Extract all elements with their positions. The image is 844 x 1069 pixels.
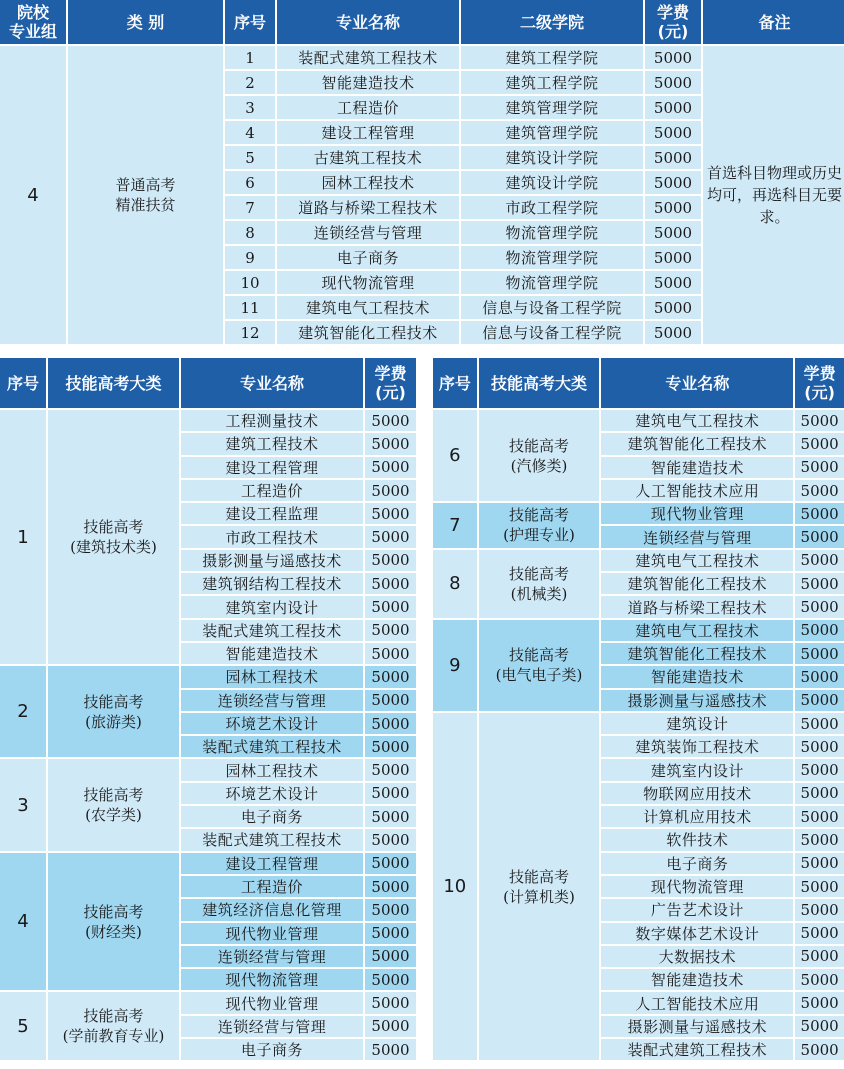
fee-value: 5000	[795, 853, 844, 874]
major-name: 建筑电气工程技术	[601, 620, 793, 641]
major-name: 摄影测量与遥感技术	[181, 550, 363, 571]
table-row	[0, 46, 844, 69]
major-name: 建筑室内设计	[181, 596, 363, 617]
major-name: 建筑工程技术	[181, 433, 363, 454]
row-number: 7	[225, 196, 275, 219]
fee-value: 5000	[365, 457, 416, 478]
top-admission-table	[0, 0, 844, 346]
fee-value: 5000	[365, 899, 416, 920]
major-name: 建筑设计	[601, 713, 793, 734]
skill-exam-table-left	[0, 356, 418, 1062]
major-name: 建筑智能化工程技术	[277, 321, 459, 344]
major-name: 建筑电气工程技术	[601, 410, 793, 431]
major-name: 工程造价	[181, 876, 363, 897]
major-name: 现代物业管理	[601, 503, 793, 524]
category-cell: 技能高考 (财经类)	[48, 853, 179, 991]
major-name: 智能建造技术	[601, 666, 793, 687]
fee-value: 5000	[365, 969, 416, 990]
college-name: 建筑工程学院	[461, 71, 643, 94]
fee-value: 5000	[645, 96, 701, 119]
group-number: 4	[0, 853, 46, 991]
college-name: 建筑设计学院	[461, 146, 643, 169]
fee-value: 5000	[645, 321, 701, 344]
major-name: 园林工程技术	[277, 171, 459, 194]
major-name: 装配式建筑工程技术	[181, 620, 363, 641]
header-group: 院校 专业组	[0, 0, 66, 44]
major-name: 园林工程技术	[181, 759, 363, 780]
category-cell: 技能高考 (汽修类)	[479, 410, 600, 501]
fee-value: 5000	[365, 526, 416, 547]
note-cell: 首选科目物理或历史均可，再选科目无要求。	[703, 46, 844, 344]
list-item	[0, 666, 416, 687]
fee-value: 5000	[795, 410, 844, 431]
list-item	[0, 992, 416, 1013]
list-item	[0, 410, 416, 431]
college-name: 建筑设计学院	[461, 171, 643, 194]
fee-value: 5000	[365, 666, 416, 687]
major-name: 连锁经营与管理	[277, 221, 459, 244]
group-number: 6	[433, 410, 477, 501]
major-name: 现代物流管理	[601, 876, 793, 897]
fee-value: 5000	[795, 666, 844, 687]
list-item	[0, 853, 416, 874]
category-cell: 技能高考 (计算机类)	[479, 713, 600, 1060]
fee-value: 5000	[795, 620, 844, 641]
major-name: 大数据技术	[601, 946, 793, 967]
header-major: 专业名称	[277, 0, 459, 44]
major-name: 数字媒体艺术设计	[601, 923, 793, 944]
college-name: 建筑工程学院	[461, 46, 643, 69]
fee-value: 5000	[365, 783, 416, 804]
fee-value: 5000	[365, 806, 416, 827]
major-name: 建筑室内设计	[601, 759, 793, 780]
group-number: 1	[0, 410, 46, 664]
fee-value: 5000	[365, 480, 416, 501]
fee-value: 5000	[645, 121, 701, 144]
fee-value: 5000	[645, 196, 701, 219]
fee-value: 5000	[645, 171, 701, 194]
major-name: 环境艺术设计	[181, 783, 363, 804]
college-name: 市政工程学院	[461, 196, 643, 219]
header-note: 备注	[703, 0, 844, 44]
fee-value: 5000	[365, 573, 416, 594]
category-cell: 技能高考 (农学类)	[48, 759, 179, 850]
row-number: 11	[225, 296, 275, 319]
major-name: 人工智能技术应用	[601, 480, 793, 501]
row-number: 10	[225, 271, 275, 294]
fee-value: 5000	[795, 806, 844, 827]
row-number: 6	[225, 171, 275, 194]
major-name: 装配式建筑工程技术	[277, 46, 459, 69]
fee-value: 5000	[365, 923, 416, 944]
fee-value: 5000	[365, 829, 416, 850]
major-name: 建筑智能化工程技术	[601, 643, 793, 664]
fee-value: 5000	[645, 71, 701, 94]
row-number: 1	[225, 46, 275, 69]
fee-value: 5000	[795, 992, 844, 1013]
list-item	[433, 713, 844, 734]
fee-value: 5000	[645, 146, 701, 169]
header-fee: 学费 (元)	[645, 0, 701, 44]
fee-value: 5000	[795, 923, 844, 944]
group-number: 7	[433, 503, 477, 548]
major-name: 电子商务	[601, 853, 793, 874]
major-name: 建筑钢结构工程技术	[181, 573, 363, 594]
fee-value: 5000	[795, 643, 844, 664]
group-number: 9	[433, 620, 477, 711]
list-item	[433, 410, 844, 431]
fee-value: 5000	[795, 526, 844, 547]
major-name: 装配式建筑工程技术	[181, 736, 363, 757]
fee-value: 5000	[795, 433, 844, 454]
fee-value: 5000	[645, 46, 701, 69]
fee-value: 5000	[795, 899, 844, 920]
college-name: 物流管理学院	[461, 221, 643, 244]
college-name: 物流管理学院	[461, 246, 643, 269]
fee-value: 5000	[795, 783, 844, 804]
major-name: 装配式建筑工程技术	[181, 829, 363, 850]
major-name: 建筑经济信息化管理	[181, 899, 363, 920]
category-cell: 技能高考 (建筑技术类)	[48, 410, 179, 664]
row-number: 2	[225, 71, 275, 94]
skill-exam-table-right	[431, 356, 844, 1062]
fee-value: 5000	[795, 946, 844, 967]
group-number: 5	[0, 992, 46, 1060]
fee-value: 5000	[365, 410, 416, 431]
fee-value: 5000	[795, 573, 844, 594]
fee-value: 5000	[645, 221, 701, 244]
major-name: 智能建造技术	[181, 643, 363, 664]
fee-value: 5000	[645, 246, 701, 269]
major-name: 建筑装饰工程技术	[601, 736, 793, 757]
fee-value: 5000	[795, 969, 844, 990]
fee-value: 5000	[365, 853, 416, 874]
list-item	[433, 550, 844, 571]
right-header-row	[433, 358, 844, 408]
fee-value: 5000	[365, 736, 416, 757]
fee-value: 5000	[365, 946, 416, 967]
major-name: 工程造价	[181, 480, 363, 501]
right-header-category: 技能高考大类	[479, 358, 600, 408]
fee-value: 5000	[365, 876, 416, 897]
top-header-row	[0, 0, 844, 44]
fee-value: 5000	[365, 690, 416, 711]
fee-value: 5000	[365, 1039, 416, 1060]
major-name: 现代物流管理	[181, 969, 363, 990]
major-name: 软件技术	[601, 829, 793, 850]
major-name: 建设工程管理	[181, 853, 363, 874]
major-name: 智能建造技术	[601, 457, 793, 478]
group-number: 2	[0, 666, 46, 757]
fee-value: 5000	[795, 503, 844, 524]
fee-value: 5000	[795, 1039, 844, 1060]
fee-value: 5000	[795, 759, 844, 780]
major-name: 道路与桥梁工程技术	[277, 196, 459, 219]
category-cell: 普通高考 精准扶贫	[68, 46, 223, 344]
major-name: 建筑智能化工程技术	[601, 433, 793, 454]
left-header-no: 序号	[0, 358, 46, 408]
major-name: 广告艺术设计	[601, 899, 793, 920]
group-number: 10	[433, 713, 477, 1060]
fee-value: 5000	[795, 736, 844, 757]
fee-value: 5000	[795, 690, 844, 711]
fee-value: 5000	[795, 829, 844, 850]
fee-value: 5000	[365, 620, 416, 641]
fee-value: 5000	[365, 992, 416, 1013]
right-header-no: 序号	[433, 358, 477, 408]
fee-value: 5000	[795, 713, 844, 734]
row-number: 8	[225, 221, 275, 244]
category-cell: 技能高考 (电气电子类)	[479, 620, 600, 711]
major-name: 园林工程技术	[181, 666, 363, 687]
right-header-major: 专业名称	[601, 358, 793, 408]
fee-value: 5000	[795, 596, 844, 617]
fee-value: 5000	[365, 503, 416, 524]
group-number: 8	[433, 550, 477, 618]
category-cell: 技能高考 (护理专业)	[479, 503, 600, 548]
major-name: 连锁经营与管理	[181, 690, 363, 711]
row-number: 3	[225, 96, 275, 119]
category-cell: 技能高考 (旅游类)	[48, 666, 179, 757]
fee-value: 5000	[795, 457, 844, 478]
fee-value: 5000	[645, 271, 701, 294]
row-number: 5	[225, 146, 275, 169]
fee-value: 5000	[795, 550, 844, 571]
list-item	[433, 503, 844, 524]
left-header-major: 专业名称	[181, 358, 363, 408]
college-name: 建筑管理学院	[461, 121, 643, 144]
major-name: 建筑电气工程技术	[277, 296, 459, 319]
list-item	[0, 759, 416, 780]
fee-value: 5000	[645, 296, 701, 319]
major-name: 人工智能技术应用	[601, 992, 793, 1013]
row-number: 12	[225, 321, 275, 344]
left-header-category: 技能高考大类	[48, 358, 179, 408]
header-college: 二级学院	[461, 0, 643, 44]
major-name: 古建筑工程技术	[277, 146, 459, 169]
major-name: 装配式建筑工程技术	[601, 1039, 793, 1060]
college-name: 物流管理学院	[461, 271, 643, 294]
fee-value: 5000	[795, 480, 844, 501]
major-name: 物联网应用技术	[601, 783, 793, 804]
major-name: 电子商务	[277, 246, 459, 269]
list-item	[433, 620, 844, 641]
major-name: 计算机应用技术	[601, 806, 793, 827]
college-name: 建筑管理学院	[461, 96, 643, 119]
right-header-fee: 学费 (元)	[795, 358, 844, 408]
group-number: 4	[0, 46, 66, 344]
left-header-row	[0, 358, 416, 408]
header-category: 类 别	[68, 0, 223, 44]
major-name: 建设工程管理	[277, 121, 459, 144]
major-name: 现代物业管理	[181, 923, 363, 944]
left-header-fee: 学费 (元)	[365, 358, 416, 408]
major-name: 环境艺术设计	[181, 713, 363, 734]
category-cell: 技能高考 (学前教育专业)	[48, 992, 179, 1060]
major-name: 摄影测量与遥感技术	[601, 1016, 793, 1037]
major-name: 连锁经营与管理	[601, 526, 793, 547]
major-name: 连锁经营与管理	[181, 946, 363, 967]
header-no: 序号	[225, 0, 275, 44]
row-number: 9	[225, 246, 275, 269]
fee-value: 5000	[365, 759, 416, 780]
college-name: 信息与设备工程学院	[461, 296, 643, 319]
major-name: 连锁经营与管理	[181, 1016, 363, 1037]
major-name: 道路与桥梁工程技术	[601, 596, 793, 617]
college-name: 信息与设备工程学院	[461, 321, 643, 344]
fee-value: 5000	[365, 550, 416, 571]
major-name: 工程测量技术	[181, 410, 363, 431]
major-name: 建筑电气工程技术	[601, 550, 793, 571]
fee-value: 5000	[795, 876, 844, 897]
major-name: 电子商务	[181, 1039, 363, 1060]
major-name: 建筑智能化工程技术	[601, 573, 793, 594]
fee-value: 5000	[365, 433, 416, 454]
fee-value: 5000	[365, 1016, 416, 1037]
fee-value: 5000	[365, 596, 416, 617]
category-cell: 技能高考 (机械类)	[479, 550, 600, 618]
major-name: 建设工程监理	[181, 503, 363, 524]
major-name: 现代物业管理	[181, 992, 363, 1013]
major-name: 电子商务	[181, 806, 363, 827]
major-name: 摄影测量与遥感技术	[601, 690, 793, 711]
major-name: 工程造价	[277, 96, 459, 119]
major-name: 现代物流管理	[277, 271, 459, 294]
fee-value: 5000	[795, 1016, 844, 1037]
major-name: 智能建造技术	[601, 969, 793, 990]
major-name: 建设工程管理	[181, 457, 363, 478]
major-name: 市政工程技术	[181, 526, 363, 547]
group-number: 3	[0, 759, 46, 850]
row-number: 4	[225, 121, 275, 144]
fee-value: 5000	[365, 713, 416, 734]
major-name: 智能建造技术	[277, 71, 459, 94]
fee-value: 5000	[365, 643, 416, 664]
